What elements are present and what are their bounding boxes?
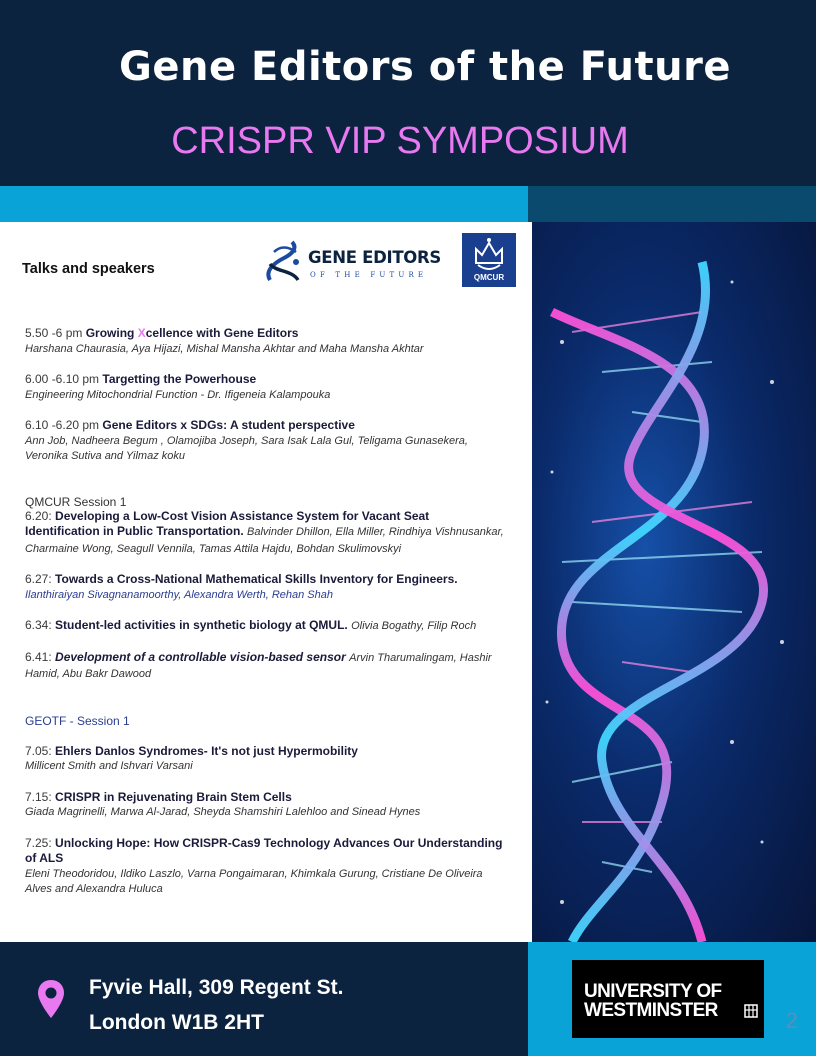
talk-speakers: Ann Job, Nadheera Begum , Olamojiba Joseph, Sara Isak Lala Gul, Teligama Gunasekera, Veronika Sutiva and Yilmaz koku bbox=[25, 434, 468, 462]
talk-title: Towards a Cross-National Mathematical Skills Inventory for Engineers. bbox=[55, 572, 458, 586]
page-subtitle: CRISPR VIP SYMPOSIUM bbox=[171, 120, 629, 162]
talk-speakers: Giada Magrinelli, Marwa Al-Jarad, Sheyda Shamshiri Lalehloo and Sinead Hynes bbox=[25, 806, 421, 818]
venue-address bbox=[89, 970, 343, 1040]
university-line-1: UNIVERSITY OF bbox=[584, 981, 722, 1002]
talk-time: 6.20: bbox=[25, 508, 52, 523]
page-title: Gene Editors of the Future bbox=[119, 44, 731, 90]
talk-item bbox=[25, 326, 505, 357]
dna-helix-icon bbox=[262, 240, 306, 286]
talk-item bbox=[25, 572, 505, 603]
qmcur-logo bbox=[462, 233, 516, 287]
university-line-2: WESTMINSTER bbox=[584, 1000, 718, 1021]
accent-band bbox=[0, 186, 528, 222]
talk-title: Development of a controllable vision-based sensor bbox=[55, 649, 346, 664]
talk-time: 7.15: bbox=[25, 789, 52, 804]
talk-title-part: cellence with Gene Editors bbox=[145, 326, 299, 340]
talk-speakers: Eleni Theodoridou, Ildiko Laszlo, Varna Pongaimaran, Khimkala Gurung, Cristiane De Oliveira Alves and Alexandra Huluca bbox=[25, 867, 483, 895]
talk-title: CRISPR in Rejuvenating Brain Stem Cells bbox=[55, 789, 292, 804]
talk-title-x: X bbox=[137, 326, 146, 340]
portcullis-icon bbox=[744, 1004, 758, 1018]
talk-item bbox=[25, 836, 505, 898]
talk-item bbox=[25, 744, 505, 775]
footer-sponsor bbox=[528, 942, 816, 1056]
university-logo bbox=[572, 960, 764, 1038]
talk-item bbox=[25, 790, 505, 821]
talk-title: Ehlers Danlos Syndromes- It's not just Hypermobility bbox=[55, 743, 358, 758]
talk-speakers: Engineering Mitochondrial Function - Dr. Ifigeneia Kalampouka bbox=[25, 388, 331, 401]
page-number: 2 bbox=[785, 1008, 798, 1033]
talk-time: 6.10 -6.20 pm bbox=[25, 418, 100, 432]
footer-venue bbox=[0, 942, 528, 1056]
talk-time: 6.00 -6.10 pm bbox=[25, 372, 100, 386]
talk-time: 7.05: bbox=[25, 743, 52, 758]
talk-speakers: Balvinder Dhillon, Ella Miller, Rindhiya Vishnusankar, Charmaine Wong, Seagull Vennila, Tamas Attila Hajdu, Bohdan Skulimovskyi bbox=[25, 526, 504, 555]
talk-title: Developing a Low-Cost Vision Assistance System for Vacant Seat Identification in Public Transportation. bbox=[25, 508, 430, 538]
talk-speakers: Harshana Chaurasia, Aya Hijazi, Mishal Mansha Akhtar and Maha Mansha Akhtar bbox=[25, 342, 424, 355]
section-heading: Talks and speakers bbox=[22, 261, 155, 277]
talk-title bbox=[86, 326, 299, 340]
crown-icon bbox=[462, 235, 516, 275]
gene-editors-logo-title: GENE EDITORS bbox=[308, 248, 442, 267]
talk-speakers: Olivia Bogathy, Filip Roch bbox=[351, 620, 477, 632]
venue-line-1: Fyvie Hall, 309 Regent St. bbox=[89, 976, 344, 999]
header bbox=[0, 0, 816, 186]
talk-speakers: Millicent Smith and Ishvari Varsani bbox=[25, 760, 193, 772]
talk-time: 6.41: bbox=[25, 649, 52, 664]
dna-illustration bbox=[532, 222, 816, 942]
talk-speakers: Ilanthiraiyan Sivagnanamoorthy, Alexandra Werth, Rehan Shah bbox=[25, 588, 333, 601]
talk-title: Unlocking Hope: How CRISPR-Cas9 Technology Advances Our Understanding of ALS bbox=[25, 835, 503, 865]
location-pin-icon bbox=[36, 978, 66, 1020]
talk-title-part: Growing bbox=[85, 326, 138, 340]
talk-item bbox=[25, 650, 505, 683]
dna-helix-illustration-icon bbox=[532, 222, 816, 942]
talk-title: Targetting the Powerhouse bbox=[102, 372, 257, 386]
talk-time: 7.25: bbox=[25, 835, 52, 850]
session-label-geotf: GEOTF - Session 1 bbox=[25, 713, 130, 728]
talk-title: Student-led activities in synthetic biology at QMUL. bbox=[55, 618, 348, 632]
gene-editors-logo bbox=[262, 238, 442, 288]
session-label-qmcur: QMCUR Session 1 bbox=[25, 494, 127, 509]
talk-time: 6.27: bbox=[25, 572, 52, 586]
accent-band-dark bbox=[528, 186, 816, 222]
qmcur-logo-text: QMCUR bbox=[473, 273, 505, 282]
talk-item bbox=[25, 509, 505, 558]
talks-panel bbox=[0, 222, 532, 942]
gene-editors-logo-subtitle: OF THE FUTURE bbox=[310, 271, 428, 279]
talk-item bbox=[25, 372, 505, 403]
talk-time: 6.34: bbox=[25, 618, 52, 632]
talk-item bbox=[25, 618, 505, 635]
talk-list bbox=[25, 326, 505, 913]
talk-speakers: Arvin Tharumalingam, Hashir Hamid, Abu Bakr Dawood bbox=[25, 651, 492, 680]
talk-item bbox=[25, 418, 505, 465]
venue-line-2: London W1B 2HT bbox=[89, 1011, 264, 1034]
talk-title: Gene Editors x SDGs: A student perspective bbox=[102, 418, 355, 432]
talk-time: 5.50 -6 pm bbox=[25, 326, 83, 340]
university-logo-text bbox=[584, 982, 722, 1020]
